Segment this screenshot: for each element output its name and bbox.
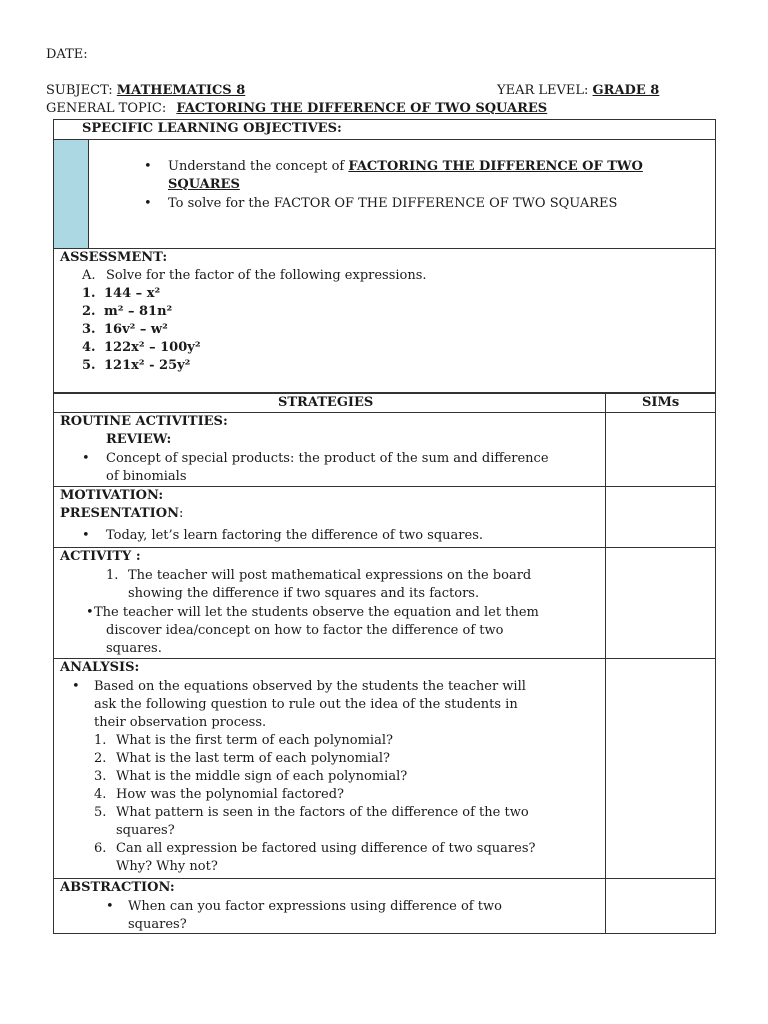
routine-heading: ROUTINE ACTIVITIES: xyxy=(60,414,228,429)
sims-cell xyxy=(605,879,606,933)
bullet-icon: • xyxy=(86,605,94,620)
analysis-row xyxy=(54,658,715,878)
objectives-heading: SPECIFIC LEARNING OBJECTIVES: xyxy=(82,121,342,136)
analysis-question: squares? xyxy=(116,823,175,838)
assessment-item-num: 3. xyxy=(82,322,96,337)
sims-cell xyxy=(605,487,606,547)
strategies-column-header: STRATEGIES xyxy=(278,395,374,410)
motivation-bullet: Today, let’s learn factoring the difference of two squares. xyxy=(106,528,483,543)
sims-cell xyxy=(605,659,606,878)
subject-label: SUBJECT: xyxy=(46,83,113,98)
analysis-bullet-line: Based on the equations observed by the students the teacher will xyxy=(94,679,526,694)
objective-1 xyxy=(168,158,643,176)
review-heading: REVIEW: xyxy=(106,432,172,447)
year-level-line xyxy=(497,83,659,98)
routine-row xyxy=(54,412,715,486)
abstraction-bullet-line: When can you factor expressions using difference of two xyxy=(128,899,502,914)
assessment-item-expr: 144 – x² xyxy=(104,286,161,301)
objective-1-prefix: Understand the concept of xyxy=(168,159,345,174)
date-label: DATE: xyxy=(46,47,88,62)
topic-label: GENERAL TOPIC: xyxy=(46,101,167,116)
activity-item-line: The teacher will post mathematical expressions on the board xyxy=(128,568,532,583)
analysis-question: Why? Why not? xyxy=(116,859,218,874)
bullet-icon: • xyxy=(144,159,152,174)
assessment-item-num: 4. xyxy=(82,340,96,355)
assessment-row xyxy=(54,248,715,392)
subject-value: MATHEMATICS 8 xyxy=(116,83,246,98)
sims-cell xyxy=(605,548,606,658)
analysis-question-num: 4. xyxy=(94,787,107,802)
presentation-colon: : xyxy=(178,506,184,521)
analysis-question: What is the last term of each polynomial? xyxy=(116,751,390,766)
analysis-heading: ANALYSIS: xyxy=(60,660,140,675)
analysis-question-num: 6. xyxy=(94,841,107,856)
analysis-question: How was the polynomial factored? xyxy=(116,787,344,802)
abstraction-bullet-line: squares? xyxy=(128,917,187,932)
activity-item-num: 1. xyxy=(106,568,119,583)
assessment-item-num: 5. xyxy=(82,358,96,373)
presentation-heading: PRESENTATION xyxy=(60,506,179,521)
activity-heading: ACTIVITY : xyxy=(60,549,141,564)
bullet-icon: • xyxy=(72,679,80,694)
assessment-item-num: 1. xyxy=(82,286,96,301)
assessment-item-num: 2. xyxy=(82,304,96,319)
activity-item-line: showing the difference if two squares and its factors. xyxy=(128,586,480,601)
strategies-table xyxy=(53,393,716,934)
analysis-bullet-line: ask the following question to rule out the idea of the students in xyxy=(94,697,518,712)
analysis-bullet-line: their observation process. xyxy=(94,715,267,730)
motivation-row xyxy=(54,486,715,547)
objectives-heading-row xyxy=(54,120,715,139)
subject-line xyxy=(46,83,245,98)
topic-value: FACTORING THE DIFFERENCE OF TWO SQUARES xyxy=(176,101,548,116)
analysis-question-num: 5. xyxy=(94,805,107,820)
objective-1-emphasis-cont: SQUARES xyxy=(168,177,240,192)
abstraction-heading: ABSTRACTION: xyxy=(60,880,175,895)
assessment-heading: ASSESSMENT: xyxy=(60,250,168,265)
analysis-question: What pattern is seen in the factors of the difference of the two xyxy=(116,805,529,820)
motivation-heading: MOTIVATION: xyxy=(60,488,164,503)
routine-bullet-line: Concept of special products: the product of the sum and difference xyxy=(106,451,549,466)
activity-bullet-line: discover idea/concept on how to factor the difference of two xyxy=(106,623,504,638)
assessment-item-expr: m² – 81n² xyxy=(104,304,173,319)
year-level-label: YEAR LEVEL: xyxy=(497,83,589,98)
analysis-question: What is the first term of each polynomial? xyxy=(116,733,393,748)
objective-1-emphasis: FACTORING THE DIFFERENCE OF TWO xyxy=(348,159,643,174)
activity-row xyxy=(54,547,715,658)
assessment-instruction: Solve for the factor of the following expressions. xyxy=(106,268,427,283)
year-level-value: GRADE 8 xyxy=(592,83,660,98)
analysis-question: What is the middle sign of each polynomial? xyxy=(116,769,408,784)
analysis-question: Can all expression be factored using difference of two squares? xyxy=(116,841,536,856)
topic-line xyxy=(46,101,547,116)
sims-column-header: SIMs xyxy=(642,395,680,410)
objective-2: To solve for the FACTOR OF THE DIFFERENCE OF TWO SQUARES xyxy=(168,196,618,211)
bullet-icon: • xyxy=(106,899,114,914)
objectives-body-row xyxy=(54,139,715,248)
activity-bullet-line: The teacher will let the students observe the equation and let them xyxy=(94,605,539,620)
bullet-icon: • xyxy=(144,196,152,211)
sims-header-cell xyxy=(605,394,680,412)
objectives-accent-cell xyxy=(54,140,89,248)
analysis-question-num: 2. xyxy=(94,751,107,766)
sims-cell xyxy=(605,413,606,486)
bullet-icon: • xyxy=(82,528,90,543)
objectives-table xyxy=(53,119,716,393)
analysis-question-num: 3. xyxy=(94,769,107,784)
presentation-heading-line xyxy=(60,505,183,523)
assessment-item-expr: 121x² - 25y² xyxy=(104,358,191,373)
analysis-question-num: 1. xyxy=(94,733,107,748)
abstraction-row xyxy=(54,878,715,933)
assessment-item-expr: 122x² – 100y² xyxy=(104,340,201,355)
bullet-icon: • xyxy=(82,451,90,466)
routine-bullet-line: of binomials xyxy=(106,469,187,484)
assessment-item-expr: 16v² – w² xyxy=(104,322,168,337)
activity-bullet-line: squares. xyxy=(106,641,162,656)
assessment-instruction-letter: A. xyxy=(82,268,96,283)
strategies-header-row xyxy=(54,393,715,412)
